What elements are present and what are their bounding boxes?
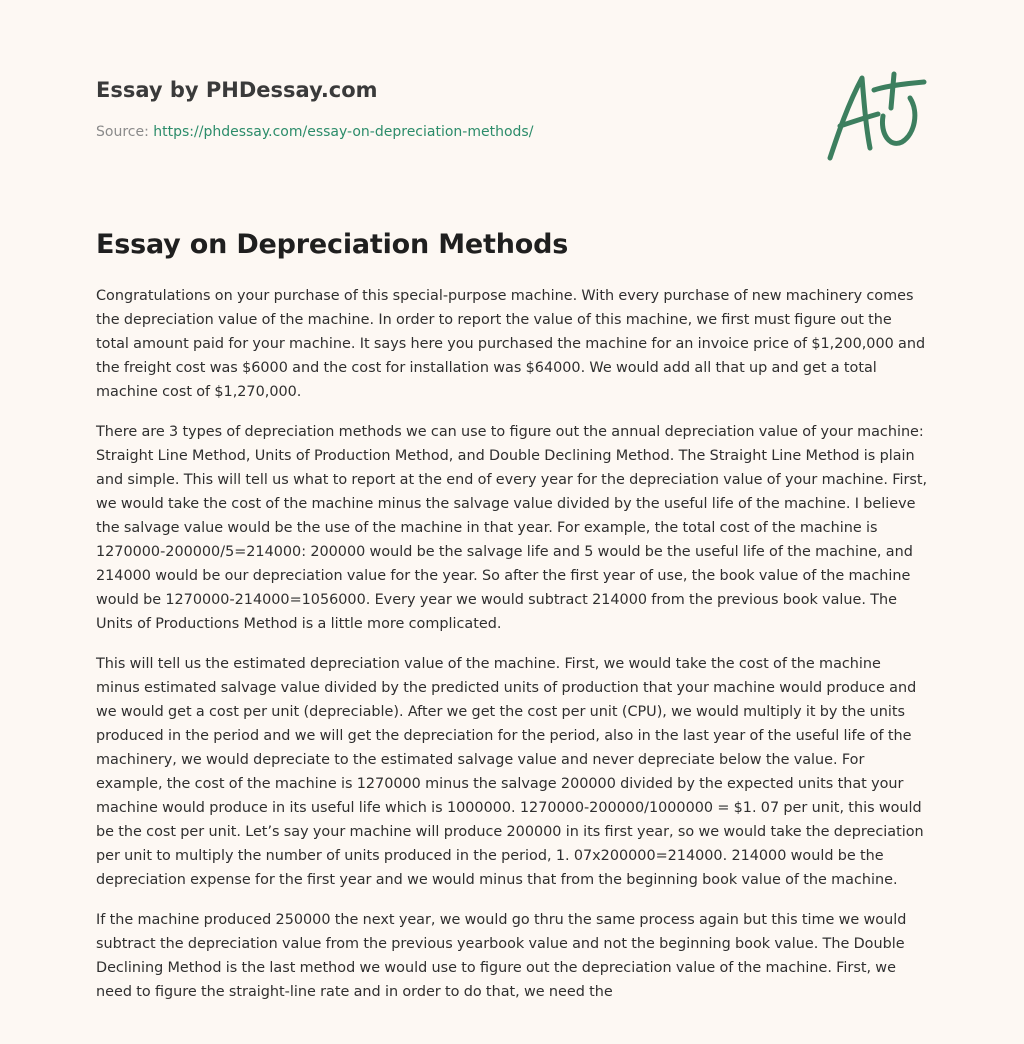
a-plus-grade-icon [820, 68, 930, 164]
page-header [96, 76, 796, 142]
source-line [96, 122, 796, 142]
paragraph: This will tell us the estimated depreciation value of the machine. First, we would take the cost of the machine minus estimated salvage value divided by the predicted units of production that your machine would produce and we would get a cost per unit (depreciable). After we get the cost per unit (CPU), we would multiply it by the units produced in the period and we will get the depreciation for the period, also in the last year of the useful life of the machinery, we would depreciate to the estimated salvage value and never depreciate below the value. For example, the cost of the machine is 1270000 minus the salvage 200000 divided by the expected units that your machine would produce in its useful life which is 1000000. 1270000-200000/1000000 = $1. 07 per unit, this would be the cost per unit. Let’s say your machine will produce 200000 in its first year, so we would take the depreciation per unit to multiply the number of units produced in the period, 1. 07x200000=214000. 214000 would be the depreciation expense for the first year and we would minus that from the beginning book value of the machine. [96, 656, 924, 888]
site-brand: Essay by PHDessay.com [96, 78, 378, 102]
source-label: Source: [96, 124, 154, 140]
essay-body [96, 284, 928, 1020]
essay-title: Essay on Depreciation Methods [96, 229, 569, 260]
source-link[interactable]: https://phdessay.com/essay-on-depreciation-methods/ [153, 124, 534, 140]
paragraph: Congratulations on your purchase of this special-purpose machine. With every purchase of new machinery comes the depreciation value of the machine. In order to report the value of this machine, we first must figure out the total amount paid for your machine. It says here you purchased the machine for an invoice price of $1,200,000 and the freight cost was $6000 and the cost for installation was $64000. We would add all that up and get a total machine cost of $1,270,000. [96, 288, 926, 400]
paragraph: If the machine produced 250000 the next year, we would go thru the same process again but this time we would subtract the depreciation value from the previous yearbook value and not the beginning book value. The Double Declining Method is the last method we would use to figure out the depreciation value of the machine. First, we need to figure the straight-line rate and in order to do that, we need the [96, 912, 907, 1000]
paragraph: There are 3 types of depreciation methods we can use to figure out the annual depreciation value of your machine: Straight Line Method, Units of Production Method, and Double Declining Method. The Straight Line Method is plain and simple. This will tell us what to report at the end of every year for the depreciation value of your machine. First, we would take the cost of the machine minus the salvage value divided by the useful life of the machine. I believe the salvage value would be the use of the machine in that year. For example, the total cost of the machine is 1270000-200000/5=214000: 200000 would be the salvage life and 5 would be the useful life of the machine, and 214000 would be our depreciation value for the year. So after the first year of use, the book value of the machine would be 1270000-214000=1056000. Every year we would subtract 214000 from the previous book value. The Units of Productions Method is a little more complicated. [96, 424, 928, 632]
